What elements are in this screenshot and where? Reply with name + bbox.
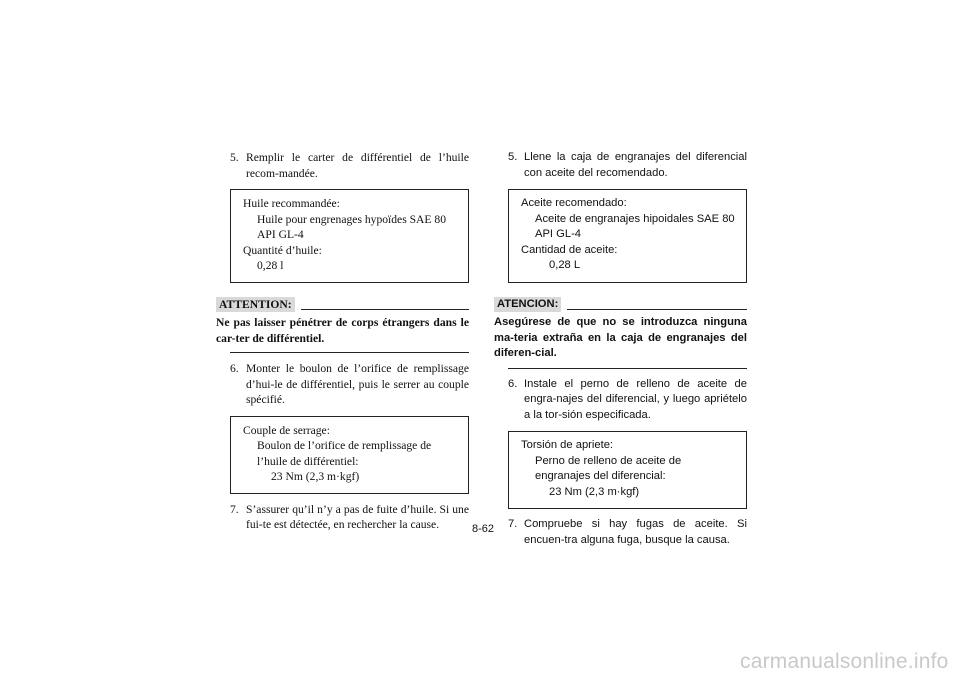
step-7-es [494, 517, 747, 548]
attention-label: ATTENTION: [216, 297, 295, 313]
step-number: 5. [230, 151, 239, 164]
step-text: S’assurer qu’il n’y a pas de fuite d’huile. Si une fui-te est détectée, en rechercher la cause. [246, 502, 469, 531]
spec-value: API GL-4 [257, 228, 304, 241]
page-number: 8-62 [472, 523, 495, 535]
step-text: Llene la caja de engranajes del diferencial con aceite del recomendado. [524, 151, 747, 179]
french-column [216, 150, 469, 541]
spec-value: API GL-4 [535, 228, 582, 240]
spec-value: 23 Nm (2,3 m·kgf) [271, 470, 360, 483]
divider [567, 309, 747, 310]
attention-block-es [494, 297, 747, 369]
spec-value: 0,28 l [257, 259, 284, 272]
spec-value: Huile pour engrenages hypoïdes SAE 80 [257, 212, 447, 226]
step-text: Monter le boulon de l’orifice de remplissage d’hui-le de différentiel, puis le serrer au couple spécifié. [246, 362, 469, 406]
step-number: 6. [508, 377, 518, 390]
attention-label: ATENCION: [494, 297, 561, 313]
spec-label: Couple de serrage: [243, 423, 330, 437]
step-5-fr [216, 150, 469, 181]
spec-value: Perno de relleno de aceite de engranajes del diferencial: [535, 454, 682, 482]
watermark: carmanualsonline.info [740, 650, 949, 673]
step-6-fr [216, 361, 469, 408]
spec-value: Boulon de l’orifice de remplissage de l’huile de différentiel: [257, 439, 432, 468]
spec-value: 0,28 L [549, 259, 581, 271]
torque-spec-box-es [508, 431, 747, 509]
spec-label: Huile recommandée: [243, 197, 340, 210]
attention-text: Ne pas laisser pénétrer de corps étrangers dans le car-ter de différentiel. [216, 316, 469, 345]
step-5-es [494, 150, 747, 181]
spanish-column [494, 150, 747, 556]
torque-spec-box-fr [230, 416, 469, 494]
spec-label: Aceite recomendado: [521, 197, 627, 209]
step-text: Compruebe si hay fugas de aceite. Si encuen-tra alguna fuga, busque la causa. [524, 518, 747, 546]
step-number: 6. [230, 362, 239, 375]
step-number: 5. [508, 151, 518, 163]
spec-value: 23 Nm (2,3 m·kgf) [549, 485, 640, 498]
oil-spec-box-es [508, 189, 747, 283]
oil-spec-box-fr [230, 189, 469, 283]
spec-value: Aceite de engranajes hipoidales SAE 80 [535, 212, 735, 225]
step-text: Instale el perno de relleno de aceite de engra-najes del diferencial, y luego apriételo a la tor-sión especificada. [524, 377, 747, 421]
attention-text: Asegúrese de que no se introduzca ninguna ma-teria extraña en la caja de engranajes del diferen-cial. [494, 316, 747, 359]
divider [301, 309, 469, 310]
step-number: 7. [230, 502, 239, 516]
attention-block-fr [216, 297, 469, 354]
spec-label: Quantité d’huile: [243, 243, 322, 257]
spec-label: Torsión de apriete: [521, 439, 614, 451]
step-6-es [494, 377, 747, 424]
step-text: Remplir le carter de différentiel de l’huile recom-mandée. [246, 151, 469, 180]
step-7-fr [216, 502, 469, 533]
step-number: 7. [508, 518, 518, 530]
spec-label: Cantidad de aceite: [521, 243, 618, 256]
